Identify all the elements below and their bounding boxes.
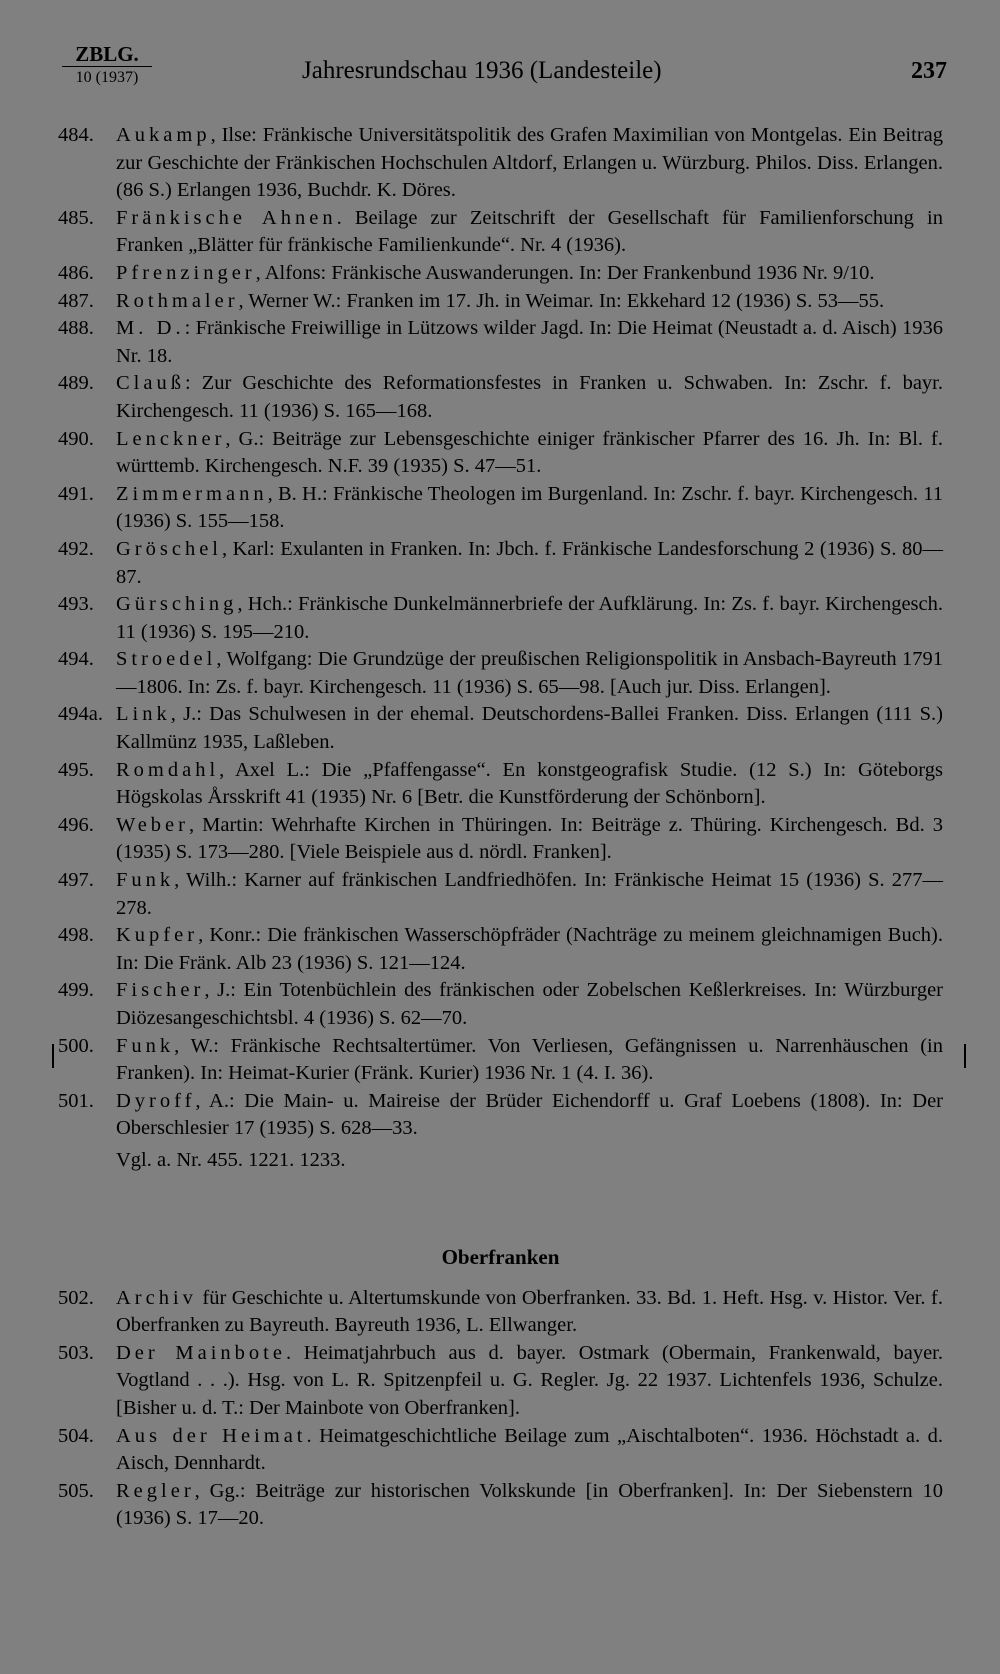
entry-number: 497. — [58, 869, 94, 892]
entry-author: Rothmaler — [116, 289, 239, 312]
running-title: Jahresrundschau 1936 (Landesteile) — [302, 57, 662, 84]
bibliography-entry — [58, 315, 943, 370]
entry-text: : Zur Geschichte des Reformationsfestes in Franken u. Schwaben. In: Zschr. f. bayr. Kirchengesch. 11 (1936) S. 165—168. — [116, 372, 943, 422]
bibliography-entry — [58, 536, 943, 591]
bibliography-entry — [58, 812, 943, 867]
entry-author: Pfrenzinger — [116, 261, 256, 284]
entry-number: 492. — [58, 537, 94, 560]
entry-text: , Werner W.: Franken im 17. Jh. in Weimar. In: Ekkehard 12 (1936) S. 53—55. — [238, 289, 885, 312]
entry-number: 494. — [58, 648, 94, 671]
page-header — [62, 42, 947, 92]
bibliography-entry — [58, 481, 943, 536]
entry-text: , J.: Ein Totenbüchlein des fränkischen oder Zobelschen Keßlerkreises. In: Würzburger Diözesangeschichtsbl. 4 (1936) S. 62—70. — [116, 979, 943, 1029]
entry-text: , Martin: Wehrhafte Kirchen in Thüringen. In: Beiträge z. Thüring. Kirchengesch. Bd. 3 (1935) S. 173—280. [Viele Beispiele aus d. nördl. Franken]. — [116, 813, 943, 864]
bibliography-entry — [58, 701, 943, 756]
entry-list-franken — [58, 122, 943, 1143]
entry-author: Fischer — [116, 979, 205, 1002]
entry-text: , W.: Fränkische Rechtsaltertümer. Von Verliesen, Gefängnissen u. Narrenhäuschen (in Franken). In: Heimat-Kurier (Fränk. Kurier) 1936 Nr. 1 (4. I. 36). — [116, 1034, 943, 1085]
bibliography-entry — [58, 1033, 943, 1088]
entry-number: 485. — [58, 206, 94, 229]
entry-number: 490. — [58, 427, 94, 450]
entry-author: Aukamp — [116, 124, 211, 146]
bibliography-entry — [58, 922, 943, 977]
entry-number: 486. — [58, 261, 94, 284]
journal-abbreviation-block — [62, 42, 152, 89]
bibliography-entry — [58, 205, 943, 260]
entry-list-oberfranken — [58, 1285, 943, 1533]
entry-author: Regler — [116, 1479, 195, 1502]
entry-text: . Beilage zur Zeitschrift der Gesellschaft für Familienforschung in Franken „Blätter für fränkische Familienkunde“. Nr. 4 (1936). — [116, 206, 943, 257]
entry-text: , Hch.: Fränkische Dunkelmännerbriefe der Aufklärung. In: Zs. f. bayr. Kirchengesch. 11 (1936) S. 195—210. — [116, 593, 943, 643]
bibliography-entry — [58, 288, 943, 316]
entry-text: , Gg.: Beiträge zur historischen Volkskunde [in Oberfranken]. In: Der Siebenstern 10 (1936) S. 17—20. — [116, 1479, 943, 1530]
bibliography-entry — [58, 646, 943, 701]
entry-number: 500. — [58, 1034, 94, 1057]
entry-text: , Alfons: Fränkische Auswanderungen. In: Der Frankenbund 1936 Nr. 9/10. — [255, 261, 875, 284]
entry-text: , G.: Beiträge zur Lebensgeschichte einiger fränkischer Pfarrer des 16. Jh. In: Bl. f. württemb. Kirchengesch. N.F. 39 (1935) S. 47—51. — [116, 427, 943, 478]
entry-author: Dyroff — [116, 1089, 196, 1112]
entry-author: Lenckner — [116, 427, 226, 450]
bibliography-entry — [58, 426, 943, 481]
entry-author: Funk — [116, 869, 175, 892]
bibliography-entry — [58, 122, 943, 205]
bibliography-entry — [58, 260, 943, 288]
bibliography-content — [58, 122, 943, 1533]
entry-author: M. D. — [116, 317, 185, 340]
entry-text: , Ilse: Fränkische Universitätspolitik des Grafen Maximilian von Montgelas. Ein Beitrag zur Geschichte der Fränkischen Hochschulen Altdorf, Erlangen u. Würzburg. Philos. Diss. Erlangen. (86 S.) Erlangen 1936, Buchdr. K. Döres. — [116, 124, 943, 202]
entry-text: , J.: Das Schulwesen in der ehemal. Deutschordens-Ballei Franken. Diss. Erlangen (111 S.) Kallmünz 1935, Laßleben. — [116, 703, 943, 754]
bibliography-entry — [58, 591, 943, 646]
entry-number: 484. — [58, 124, 94, 146]
entry-text: , Wilh.: Karner auf fränkischen Landfriedhöfen. In: Fränkische Heimat 15 (1936) S. 277—278. — [116, 869, 943, 919]
entry-author: Archiv — [116, 1286, 197, 1309]
entry-number: 501. — [58, 1089, 94, 1112]
entry-text: . Heimatgeschichtliche Beilage zum „Aischtalboten“. 1936. Höchstadt a. d. Aisch, Dennhardt. — [116, 1424, 944, 1475]
entry-text: : Fränkische Freiwillige in Lützows wilder Jagd. In: Die Heimat (Neustadt a. d. Aisch) 1936 Nr. 18. — [116, 317, 943, 367]
entry-number: 505. — [58, 1479, 94, 1502]
entry-number: 499. — [58, 979, 94, 1002]
entry-number: 494a. — [58, 703, 103, 726]
entry-text: , Wolfgang: Die Grundzüge der preußischen Religionspolitik in Ansbach-Bayreuth 1791—1806. In: Zs. f. bayr. Kirchengesch. 11 (1936) S. 65—98. [Auch jur. Diss. Erlangen]. — [116, 648, 943, 698]
entry-author: Gröschel — [116, 537, 223, 560]
entry-text: für Geschichte u. Altertumskunde von Oberfranken. 33. Bd. 1. Heft. Hsg. v. Histor. Ver. f. Oberfranken zu Bayreuth. Bayreuth 1936, L. Ellwanger. — [116, 1286, 943, 1337]
entry-author: Zimmermann — [116, 482, 268, 505]
bibliography-entry — [58, 977, 943, 1032]
margin-bar-right — [964, 1044, 966, 1068]
entry-number: 488. — [58, 317, 94, 340]
bibliography-entry — [58, 757, 943, 812]
entry-author: Weber — [116, 813, 189, 836]
page-number: 237 — [911, 58, 947, 84]
journal-issue: 10 (1937) — [75, 69, 139, 86]
entry-number: 487. — [58, 289, 94, 312]
entry-number: 498. — [58, 924, 94, 947]
entry-author: Clauß — [116, 372, 185, 395]
entry-author: Fränkische Ahnen — [116, 206, 337, 229]
bibliography-entry — [58, 1340, 943, 1423]
entry-text: , Axel L.: Die „Pfaffengasse“. En konstgeografisk Studie. (12 S.) In: Göteborgs Högskolas Årsskrift 41 (1935) Nr. 6 [Betr. die Kunstförderung der Schönborn]. — [116, 758, 943, 809]
entry-author: Kupfer — [116, 924, 199, 947]
bibliography-entry — [58, 1285, 943, 1340]
section-heading: Oberfranken — [441, 1244, 560, 1269]
entry-author: Funk — [116, 1034, 175, 1057]
entry-author: Gürsching — [116, 593, 238, 616]
entry-text: , B. H.: Fränkische Theologen im Burgenland. In: Zschr. f. bayr. Kirchengesch. 11 (1936) S. 155—158. — [116, 482, 943, 533]
entry-text: , Karl: Exulanten in Franken. In: Jbch. f. Fränkische Landesforschung 2 (1936) S. 80—87. — [116, 537, 943, 588]
entry-author: Romdahl — [116, 758, 220, 781]
cross-reference: Vgl. a. Nr. 455. 1221. 1233. — [116, 1148, 346, 1171]
entry-number: 493. — [58, 593, 94, 616]
entry-author: Stroedel — [116, 648, 217, 671]
entry-number: 495. — [58, 758, 94, 781]
bibliography-entry — [58, 1088, 943, 1143]
entry-text: . Heimatjahrbuch aus d. bayer. Ostmark (Obermain, Frankenwald, bayer. Vogtland . . .). Hsg. von L. R. Spitzenpfeil u. G. Regler. Jg. 22 1937. Lichtenfels 1936, Schulze. [Bisher u. d. T.: Der Mainbote von Oberfranken]. — [116, 1341, 944, 1419]
bibliography-entry — [58, 867, 943, 922]
journal-abbreviation: ZBLG. — [62, 42, 152, 67]
margin-bar-left — [52, 1044, 54, 1068]
entry-number: 496. — [58, 813, 94, 836]
bibliography-entry — [58, 1423, 943, 1478]
entry-number: 491. — [58, 482, 94, 505]
entry-text: , A.: Die Main- u. Maireise der Brüder Eichendorff u. Graf Loebens (1808). In: Der Oberschlesier 17 (1935) S. 628—33. — [116, 1089, 943, 1140]
entry-number: 502. — [58, 1286, 94, 1309]
entry-author: Link — [116, 703, 171, 726]
entry-number: 504. — [58, 1424, 94, 1447]
bibliography-entry — [58, 1478, 943, 1533]
entry-text: , Konr.: Die fränkischen Wasserschöpfräder (Nachträge zu meinem gleichnamigen Buch). In: Die Fränk. Alb 23 (1936) S. 121—124. — [116, 924, 943, 974]
bibliography-entry — [58, 370, 943, 425]
entry-author: Der Mainbote — [116, 1341, 286, 1364]
entry-author: Aus der Heimat — [116, 1424, 307, 1447]
entry-number: 503. — [58, 1341, 94, 1364]
entry-number: 489. — [58, 372, 94, 395]
